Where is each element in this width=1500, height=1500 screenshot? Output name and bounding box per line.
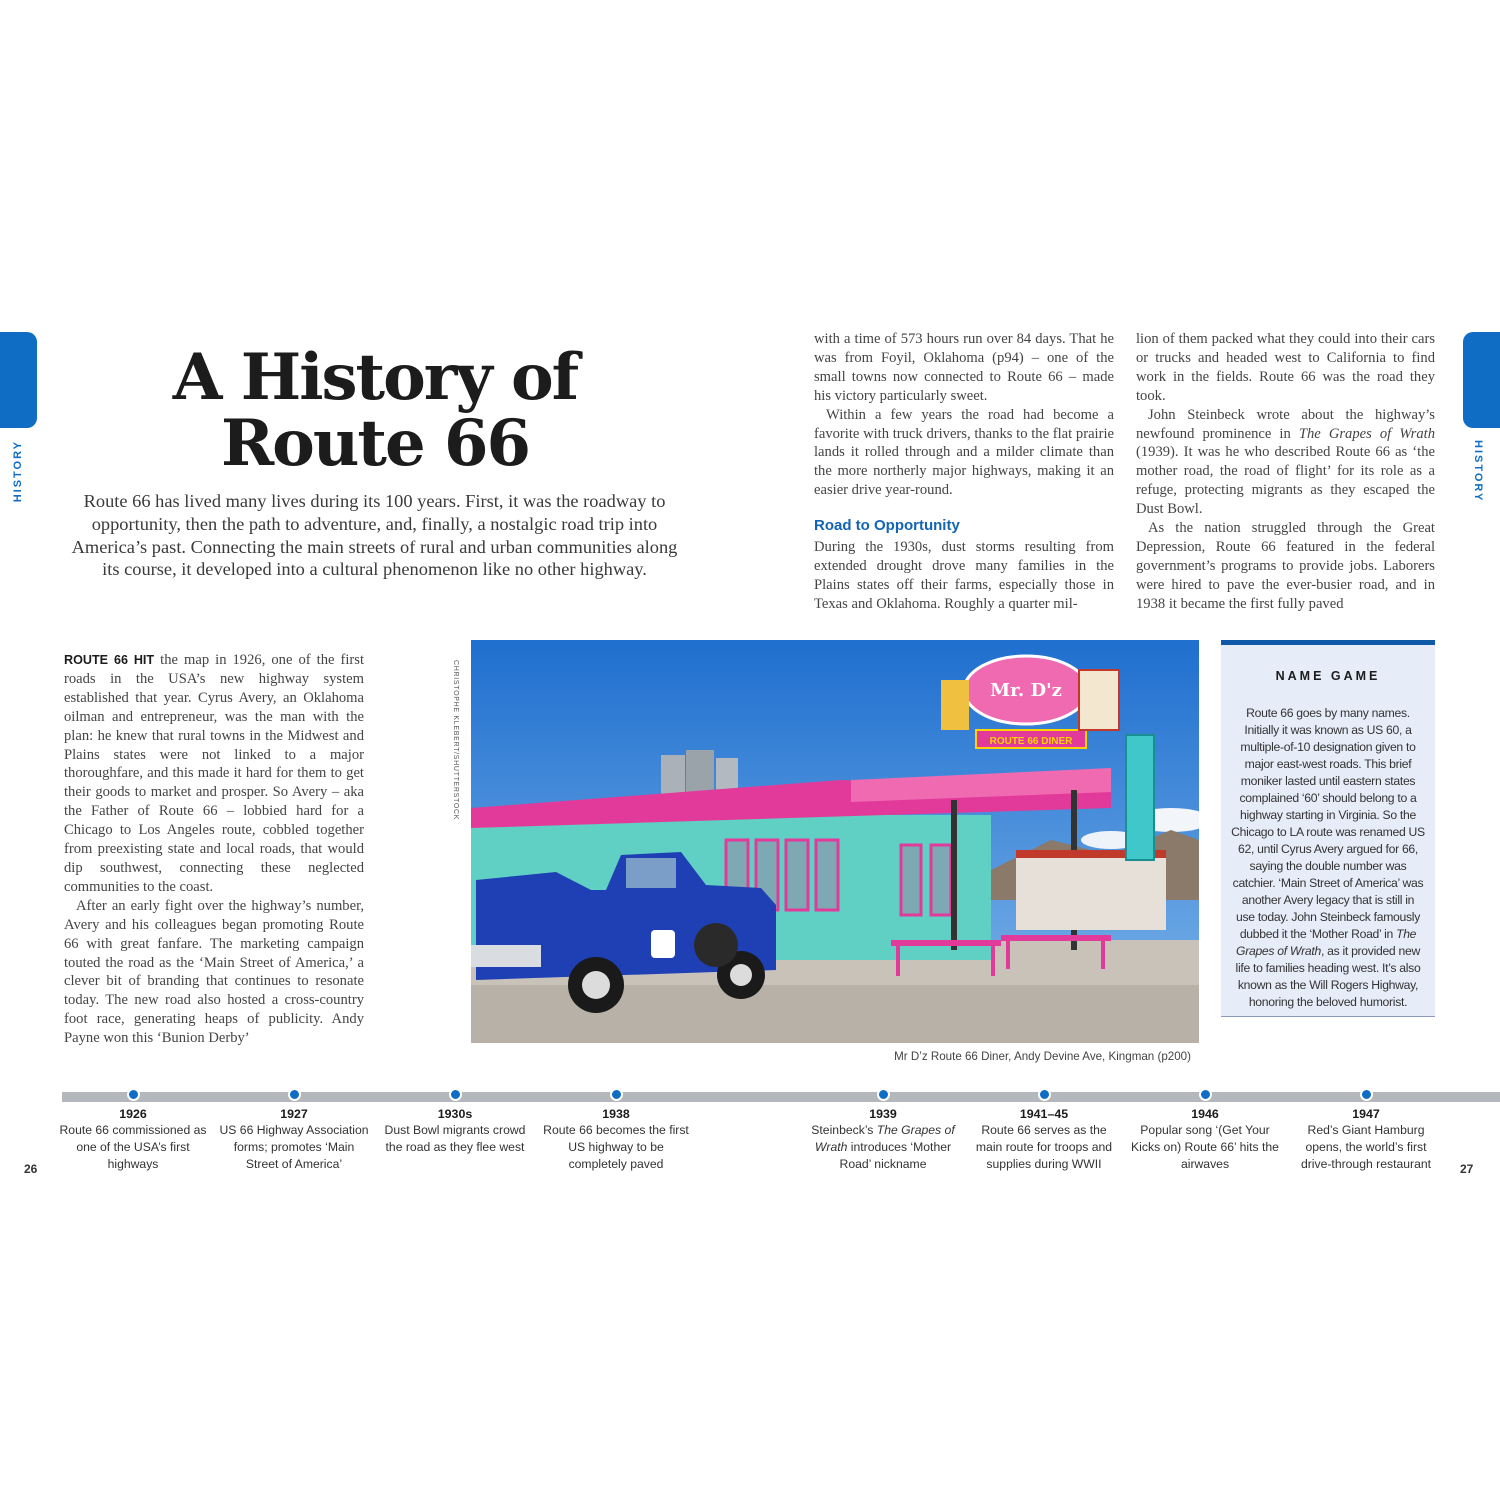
timeline-text: Route 66 becomes the first US highway to be completely paved	[543, 1123, 689, 1171]
timeline-dot	[288, 1088, 301, 1101]
paragraph: As the nation struggled through the Great Depression, Route 66 featured in the federal government’s programs to provide jobs. Laborers were hired to pave the ever-busier road, and in 1938 it became the first fully paved	[1136, 520, 1435, 612]
timeline-item	[380, 1088, 530, 1156]
body-column-middle	[814, 330, 1114, 614]
paragraph-text: (1939). It was he who described Route 66 as ‘the mother road, the road of flight’ for its role as a refuge, protecting migrants as they escaped the Dust Bowl.	[1136, 444, 1435, 518]
page-number-left: 26	[24, 1162, 38, 1176]
photo-credit: CHRISTOPHE KLEBERT/SHUTTERSTOCK	[452, 660, 459, 821]
timeline-item	[219, 1088, 369, 1173]
roof-vent	[661, 755, 685, 795]
lead-in: ROUTE 66 HIT	[64, 653, 155, 667]
section-tab-right	[1463, 332, 1500, 428]
diner-illustration	[471, 640, 1199, 1043]
sidebar-title: NAME GAME	[1275, 669, 1381, 683]
diner-sign-banner-text: ROUTE 66 DINER	[989, 736, 1073, 747]
paragraph: lion of them packed what they could into their cars or trucks and headed west to California to find work in the fields. Route 66 was the road they took.	[1136, 331, 1435, 404]
timeline-text: US 66 Highway Association forms; promotes ‘Main Street of America’	[219, 1123, 369, 1171]
timeline-year: 1947	[1352, 1107, 1380, 1121]
section-heading: Road to Opportunity	[814, 517, 960, 535]
timeline-text: Route 66 serves as the main route for troops and supplies during WWII	[975, 1123, 1113, 1171]
diner-photo	[471, 640, 1199, 1043]
timeline-year: 1941–45	[1019, 1107, 1069, 1121]
sidebar-body	[1231, 705, 1425, 1011]
timeline-dot	[1360, 1088, 1373, 1101]
timeline-item	[1130, 1088, 1280, 1173]
paragraph: with a time of 573 hours run over 84 days. That he was from Foyil, Oklahoma (p94) – one of the small towns now connected to Route 66 – made his victory particularly sweet.	[814, 331, 1114, 404]
background-building	[1016, 855, 1166, 930]
name-game-sidebar	[1221, 640, 1435, 1017]
section-tab-left	[0, 332, 37, 428]
timeline-year: 1926	[119, 1107, 147, 1121]
timeline-text: Dust Bowl migrants crowd the road as they flee west	[384, 1123, 526, 1154]
title-line-2: Route 66	[220, 406, 530, 481]
timeline-text-part: introduces ‘Mother Road’ nickname	[839, 1140, 952, 1171]
diner-sign-text: Mr. D'z	[990, 680, 1062, 701]
paragraph-text: John Steinbeck wrote about the highway’s newfound prominence in	[1136, 406, 1435, 442]
timeline-year: 1938	[602, 1107, 630, 1121]
page-number-right: 27	[1460, 1162, 1474, 1176]
page-title	[150, 340, 600, 481]
paragraph: After an early fight over the highway’s number, Avery and his colleagues began promoting Route 66 with great fanfare. The marketing campaign touted the road as the ‘Main Street of America,’ a clever bit of branding that continues to resonate today. The new road also hosted a cross-country foot race, generating heaps of publicity. Andy Payne won this ‘Bunion Derby’	[64, 897, 364, 1047]
paragraph	[1136, 406, 1435, 519]
timeline-text: Red’s Giant Hamburg opens, the world’s first drive-through restaurant	[1300, 1123, 1432, 1171]
timeline-text: Route 66 commissioned as one of the USA’s first highways	[59, 1123, 207, 1171]
sidebar-text: Route 66 goes by many names. Initially it was known as US 60, a multiple-of-10 designation given to major east-west roads. This brief moniker lasted until eastern states complained ‘60’ should belong to a highway starting in Virginia. So the Chicago to LA route was renamed US 62, until Cyrus Avery argued for 66, saying the double number was catchier. ‘Main Street of America’ was another Avery legacy that is still in use today. John Steinbeck famously dubbed it the ‘Mother Road’ in	[1231, 706, 1425, 941]
book-title: The Grapes of Wrath	[1236, 927, 1417, 958]
timeline-text: Popular song ‘(Get Your Kicks on) Route 66’ hits the airwaves	[1131, 1123, 1279, 1171]
timeline-item	[541, 1088, 691, 1173]
timeline-item	[1291, 1088, 1441, 1173]
body-column-left	[64, 651, 364, 1048]
timeline-dot	[127, 1088, 140, 1101]
timeline-year: 1927	[280, 1107, 308, 1121]
timeline-text-part: Steinbeck’s	[811, 1123, 877, 1137]
intro-paragraph: Route 66 has lived many lives during its 100 years. First, it was the roadway to opportunity, then the path to adventure, and, finally, a nostalgic road trip into America’s past. Connecting the main streets of rural and urban communities along its course, it developed into a cultural phenomenon like no other highway.	[71, 491, 678, 580]
timeline-dot	[1199, 1088, 1212, 1101]
sidebar-text: , as it provided new life to families heading west. It’s also known as the Will Rogers Highway, honoring the beloved humorist.	[1235, 944, 1421, 1009]
body-column-right	[1136, 330, 1435, 614]
timeline-year: 1939	[869, 1107, 897, 1121]
timeline-year: 1930s	[437, 1107, 473, 1121]
roof-vent	[686, 750, 714, 796]
vertical-sign	[1126, 735, 1154, 860]
section-label-left: HISTORY	[12, 440, 24, 503]
timeline-text	[808, 1122, 958, 1173]
fries-sign	[941, 680, 969, 730]
timeline-item	[58, 1088, 208, 1173]
timeline-dot	[877, 1088, 890, 1101]
timeline-dot	[1038, 1088, 1051, 1101]
timeline-dot	[449, 1088, 462, 1101]
title-line-1: A History of	[172, 340, 578, 415]
canopy-post	[951, 800, 957, 950]
book-title: The Grapes of Wrath	[814, 1123, 955, 1154]
timeline-item	[969, 1088, 1119, 1173]
photo-caption: Mr D’z Route 66 Diner, Andy Devine Ave, Kingman (p200)	[894, 1050, 1191, 1063]
book-title: The Grapes of Wrath	[1298, 425, 1435, 442]
timeline-item	[808, 1088, 958, 1173]
paragraph	[64, 651, 364, 897]
paragraph: During the 1930s, dust storms resulting from extended drought drove many families in the Plains states off their farms, especially those in Texas and Oklahoma. Roughly a quarter mil-	[814, 539, 1114, 612]
section-label-right: HISTORY	[1472, 440, 1484, 503]
timeline-dot	[610, 1088, 623, 1101]
paragraph: Within a few years the road had become a favorite with truck drivers, thanks to the flat prairie lands it rolled through and a milder climate than the more northerly major highways, making it an easier drive year-round.	[814, 406, 1114, 499]
timeline-year: 1946	[1191, 1107, 1219, 1121]
paragraph-text: the map in 1926, one of the first roads in the USA’s new highway system established that year. Cyrus Avery, an Oklahoma oilman and entrepreneur, was the man with the plan: he knew that rural towns in the Midwest and Plains states were not linked to a major thoroughfare, and this made it hard for them to get their goods to market and prosper. So Avery – aka the Father of Route 66 – lobbied hard for a Chicago to Los Angeles route, cobbled together from preexisting state and local roads, that would dip southwest, connecting these neglected communities to the coast.	[64, 652, 364, 895]
soda-sign	[1079, 670, 1119, 730]
